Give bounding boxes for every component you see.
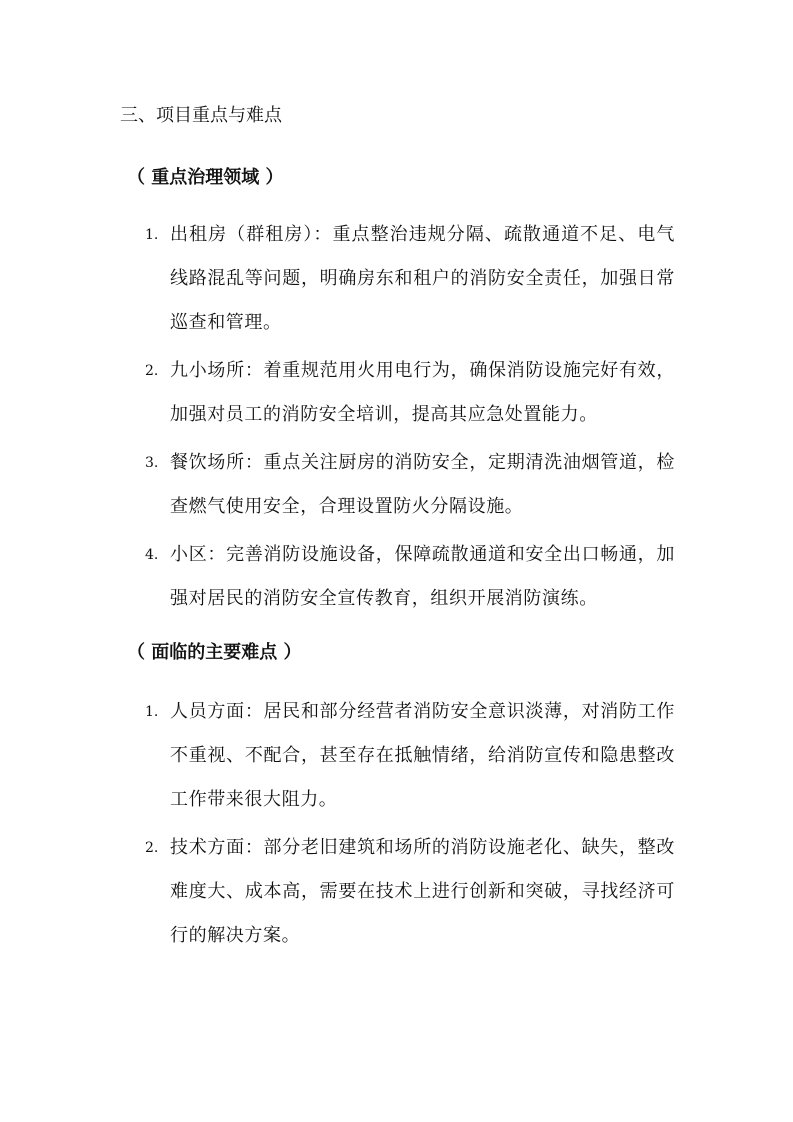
item-text: 技术方面：部分老旧建筑和场所的消防设施老化、缺失，整改难度大、成本高，需要在技术上进行创新和突破，寻找经济可行的解决方案。 (170, 837, 675, 946)
item-number: 1. (145, 704, 159, 720)
item-text: 小区：完善消防设施设备，保障疏散通道和安全出口畅通，加强对居民的消防安全宣传教育，组织开展消防演练。 (170, 544, 675, 609)
list-item (145, 349, 675, 437)
heading-main-difficulties: （ 面临的主要难点 ） (127, 642, 302, 663)
item-number: 1. (145, 227, 159, 243)
heading-key-areas: （ 重点治理领域 ） (127, 167, 284, 188)
item-text: 九小场所：着重规范用火用电行为，确保消防设施完好有效，加强对员工的消防安全培训，提高其应急处置能力。 (170, 360, 675, 425)
list-item (145, 826, 675, 958)
difficulties-list (145, 690, 675, 962)
list-item (145, 690, 675, 822)
section-title: 三、项目重点与难点 (120, 105, 282, 126)
item-number: 2. (145, 840, 159, 856)
item-number: 4. (145, 547, 159, 563)
item-number: 3. (145, 455, 159, 471)
key-areas-list (145, 213, 675, 625)
list-item (145, 533, 675, 621)
item-text: 餐饮场所：重点关注厨房的消防安全，定期清洗油烟管道，检查燃气使用安全，合理设置防火分隔设施。 (170, 452, 675, 517)
list-item (145, 213, 675, 345)
item-text: 人员方面：居民和部分经营者消防安全意识淡薄，对消防工作不重视、不配合，甚至存在抵触情绪，给消防宣传和隐患整改工作带来很大阻力。 (170, 701, 675, 810)
list-item (145, 441, 675, 529)
item-number: 2. (145, 363, 159, 379)
item-text: 出租房（群租房）：重点整治违规分隔、疏散通道不足、电气线路混乱等问题，明确房东和租户的消防安全责任，加强日常巡查和管理。 (170, 224, 675, 333)
